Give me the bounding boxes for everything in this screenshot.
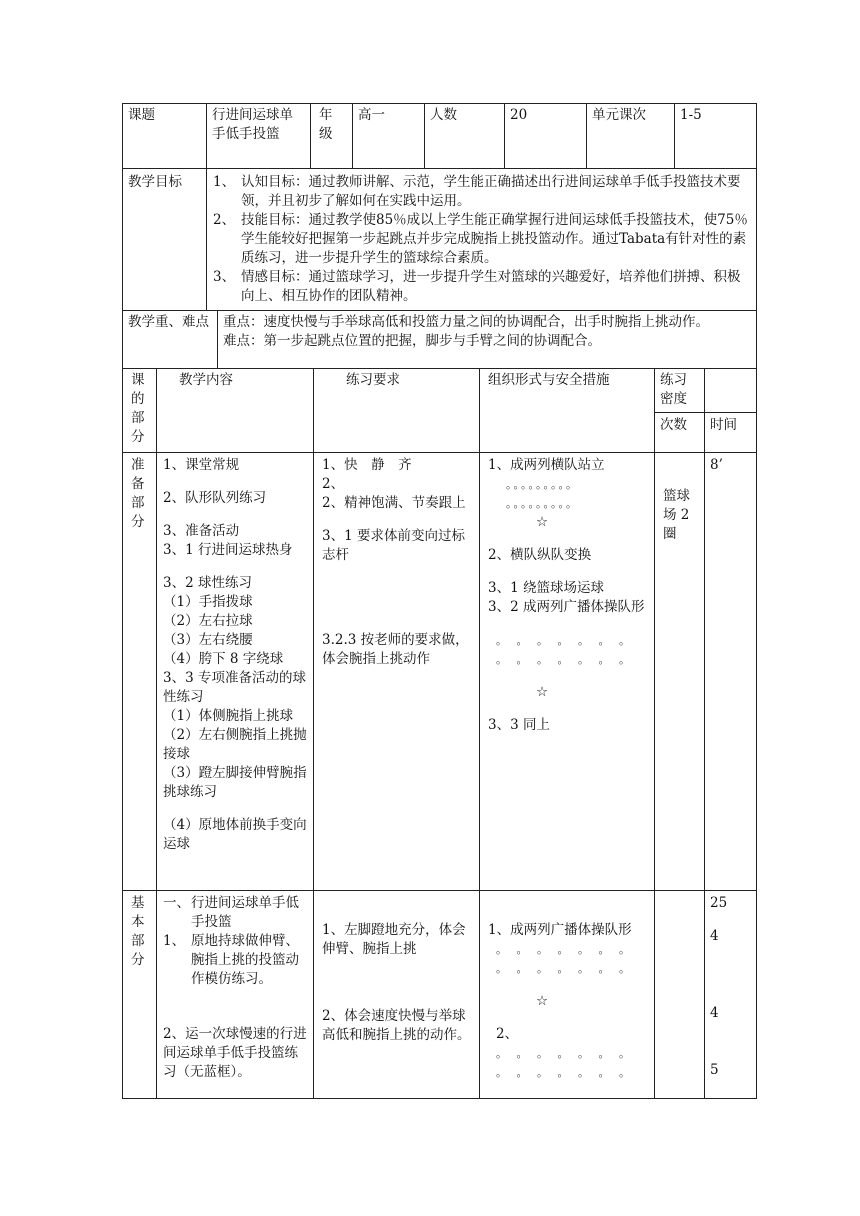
key-point: 重点：速度快慢与手举球高低和投篮力量之间的协调配合，出手时腕指上挑动作。 [223,314,709,330]
prep-part [123,453,157,891]
prep-c3: 3、准备活动 [163,523,240,539]
basic-item-1 [163,932,308,989]
formation-dots: 。 。 。 。 。 。 。 [496,653,632,666]
basic-time-c: 4 [710,1005,719,1021]
keypoints-table [122,310,757,369]
prep-times [655,453,705,891]
basic-part [123,891,157,1099]
goals-block [122,169,756,311]
prep-requirements [314,453,480,891]
formation-dots: 。 。 。 。 。 。 。 [496,962,632,975]
basic-time-d: 5 [710,1062,719,1078]
prep-r1: 1、快 静 齐 [322,457,412,473]
goal-text: 情感目标：通过篮球学习，进一步提升学生对篮球的兴趣爱好，培养他们拼搏、积极向上、相互协作的团队精神。 [241,269,741,304]
basic-part-text: 基本部分 [131,895,145,968]
basic-item-2: 2、运一次球慢速的行进间运球单手低手投篮练习（无蓝框）。 [163,1026,307,1080]
body-table [122,368,757,1099]
formation-dots: 。。。。。。。。。 [506,497,579,510]
col-part-text: 课的部分 [131,372,145,445]
basic-o1: 1、成两列广播体操队形 [488,922,632,938]
prep-r2a: 2、 [322,476,345,492]
prep-o1: 1、成两列横队站立 [488,457,605,473]
basic-item-num: 1、 [163,933,186,949]
prep-o33: 3、3 同上 [488,717,550,733]
header-block [122,103,756,169]
basic-o2: 2、 [496,1026,519,1042]
col-density-blank [705,368,757,413]
prep-c33-item: （3）蹬左脚接伸臂腕指挑球练习 [163,765,307,800]
prep-r323: 3.2.3 按老师的要求做，体会腕指上挑动作 [322,632,469,667]
prep-c31: 3、1 行进间运球热身 [163,542,293,558]
grade-label-cell [311,104,353,169]
prep-c32-item: （3）左右绕腰 [163,632,253,648]
goal-item-3 [213,268,751,306]
prep-times-text: 篮球场 2 圈 [663,488,690,542]
goals-table [122,169,757,311]
goal-item-2 [213,211,751,268]
formation-dots: 。 。 。 。 。 。 。 [496,1066,632,1079]
topic-label-cell: 课题 [123,104,207,169]
prep-c1: 1、课堂常规 [163,457,240,473]
basic-title [163,894,308,932]
goal-num: 3、 [213,269,236,285]
difficult-point: 难点：第一步起跳点位置的把握，脚步与手臂之间的协调配合。 [223,333,601,349]
formation-dots: 。 。 。 。 。 。 。 [496,634,632,647]
basic-time [705,891,757,1099]
prep-c33-last: （4）原地体前换手变向运球 [163,817,307,852]
prep-content [157,453,314,891]
col-times: 次数 [655,413,705,453]
basic-r1: 1、左脚蹬地充分，体会伸臂、腕指上挑 [322,922,466,957]
col-content: 教学内容 [157,368,314,453]
prep-o31: 3、1 绕篮球场运球 [488,580,604,596]
goal-num: 1、 [213,174,236,190]
basic-times [655,891,705,1099]
prep-time: 8’ [705,453,757,891]
prep-c33-item: （2）左右侧腕指上挑抛接球 [163,727,307,762]
basic-row [123,891,757,1099]
prep-organization [480,453,655,891]
prep-c33-item: （1）体侧腕指上挑球 [163,708,294,724]
header-table [122,103,757,169]
grade-label-text: 年级 [319,107,333,142]
prep-part-text: 准备部分 [131,457,145,530]
unit-value-cell: 1-5 [675,104,757,169]
topic-value-cell: 行进间运球单手低手投篮 [207,104,311,169]
goals-label: 教学目标 [123,169,207,310]
col-density-text: 练习密度 [660,372,687,407]
basic-organization [480,891,655,1099]
basic-time-b: 4 [710,928,719,944]
prep-c32-item: （4）胯下 8 字绕球 [163,651,284,667]
prep-c33: 3、3 专项准备活动的球性练习 [163,670,306,705]
teacher-star-icon: ☆ [536,684,549,700]
formation-dots: 。。。。。。。。。 [506,478,579,491]
goals-list [207,169,757,310]
basic-item-text: 原地持球做伸臂、腕指上挑的投篮动作模仿练习。 [191,933,299,987]
formation-dots: 。 。 。 。 。 。 。 [496,1047,632,1060]
goal-text: 认知目标：通过教师讲解、示范，学生能正确描述出行进间运球单手低手投篮技术要领，并且初步了解如何在实践中运用。 [241,174,741,209]
keypoints-block [122,310,756,369]
col-requirements: 练习要求 [314,368,480,453]
basic-requirements [314,891,480,1099]
keypoints-content [218,310,757,368]
col-density [655,368,705,413]
col-part [123,368,157,453]
prep-o2: 2、横队纵队变换 [488,547,592,563]
basic-title-num: 一、 [163,895,190,911]
prep-c32-item: （2）左右拉球 [163,613,253,629]
col-organization: 组织形式与安全措施 [480,368,655,453]
goal-text: 技能目标：通过教学使85％成以上学生能正确掌握行进间运球低手投篮技术，使75％学生能较好把握第一步起跳点并步完成腕指上挑投篮动作。通过Tabata有针对性的素质练习，进一步提升学生的篮球综合素质。 [241,212,748,266]
unit-label-cell: 单元课次 [587,104,675,169]
count-value-cell: 20 [505,104,587,169]
body-block [122,368,756,1099]
grade-value-cell: 高一 [353,104,425,169]
prep-c32: 3、2 球性练习 [163,575,252,591]
prep-c2: 2、队形队列练习 [163,490,267,506]
prep-row [123,453,757,891]
keypoints-label: 教学重、难点 [123,310,218,368]
teacher-star-icon: ☆ [536,514,549,530]
prep-o32: 3、2 成两列广播体操队形 [488,599,645,615]
goal-num: 2、 [213,212,236,228]
col-time: 时间 [705,413,757,453]
prep-r31: 3、1 要求体前变向过标志杆 [322,528,465,563]
prep-c32-item: （1）手指拨球 [163,594,253,610]
goal-item-1 [213,173,751,211]
basic-content [157,891,314,1099]
formation-dots: 。 。 。 。 。 。 。 [496,943,632,956]
basic-time-a: 25 [710,895,728,911]
basic-title-text: 行进间运球单手低手投篮 [191,895,299,930]
count-label-cell: 人数 [425,104,505,169]
teacher-star-icon: ☆ [536,993,549,1009]
prep-r2b: 2、精神饱满、节奏跟上 [322,495,466,511]
basic-r2: 2、体会速度快慢与举球高低和腕指上挑的动作。 [322,1008,471,1043]
